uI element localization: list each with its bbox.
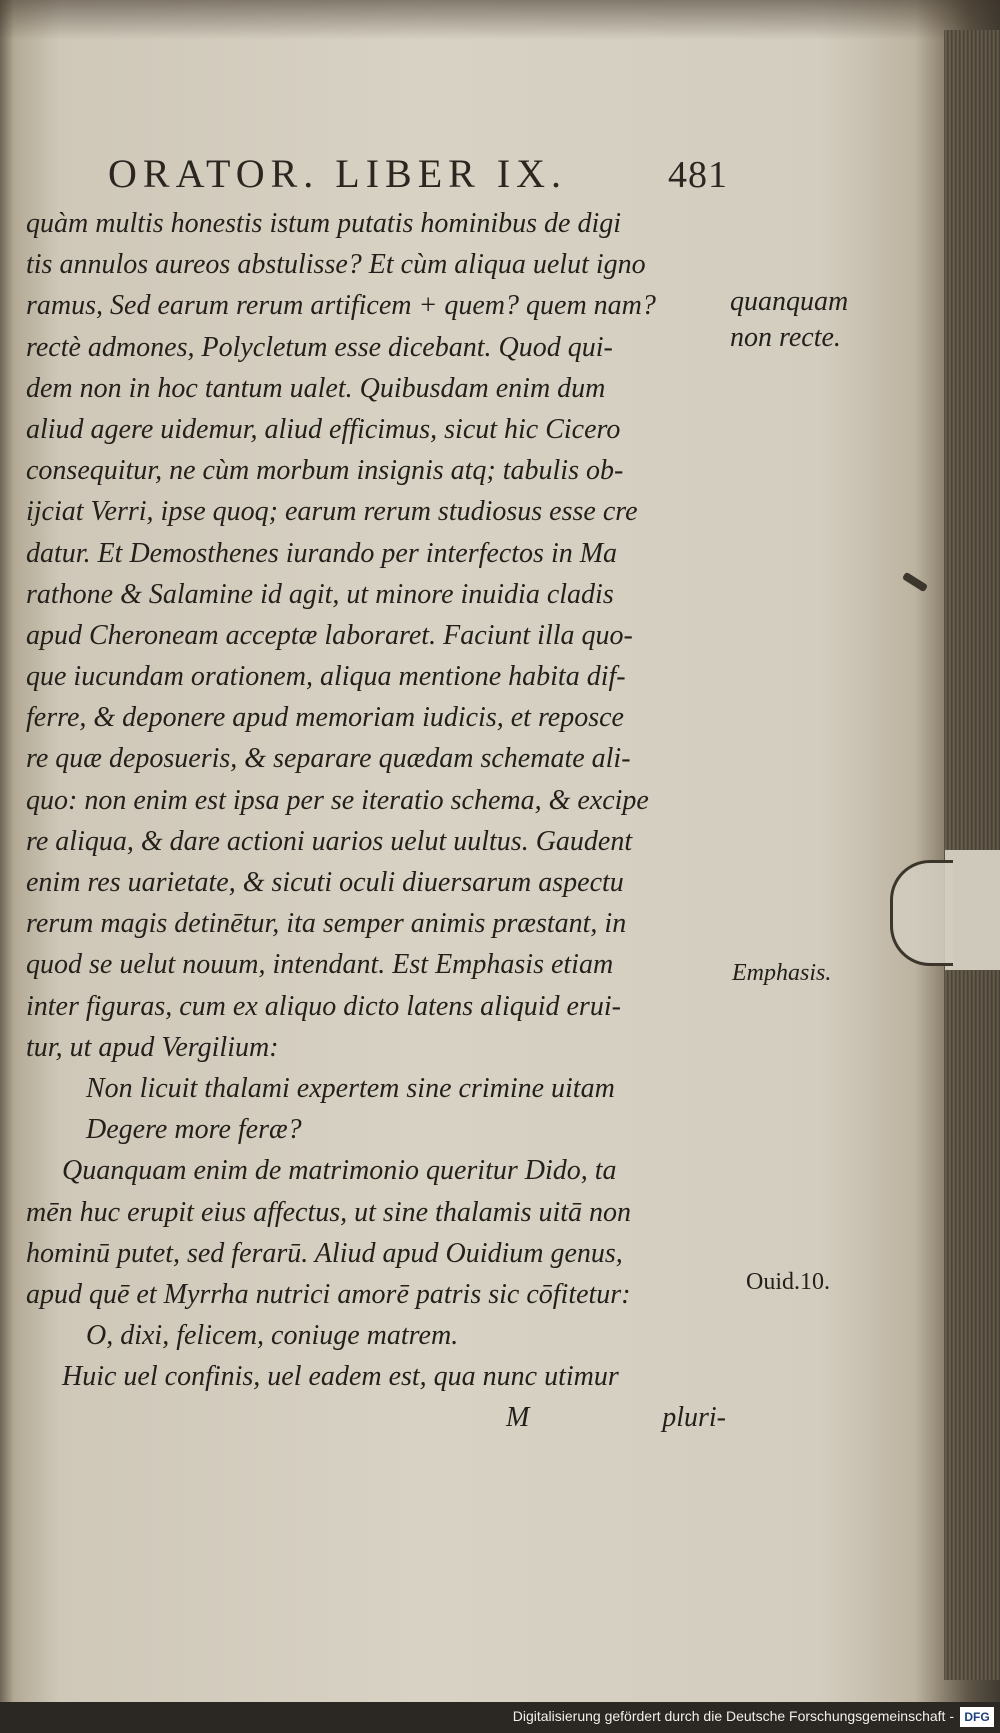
text-line: hominū putet, sed ferarū. Aliud apud Ouidium genus,: [26, 1237, 623, 1269]
text-line: enim res uarietate, & sicuti oculi diuersarum aspectu: [26, 867, 624, 898]
text-line: aliud agere uidemur, aliud efficimus, sicut hic Cicero: [26, 413, 621, 445]
page-top-shadow: [0, 0, 1000, 40]
marginal-note: [730, 284, 848, 356]
bookmark-tab-band: [945, 850, 1000, 970]
text-line: rathone & Salamine id agit, ut minore inuidia cladis: [26, 578, 614, 610]
running-head-title: ORATOR. LIBER IX.: [108, 151, 568, 196]
catchword: pluri-: [662, 1402, 726, 1434]
folio-number: 481: [668, 154, 728, 196]
text-line: apud Cheroneam acceptæ laboraret. Faciunt illa quo-: [26, 619, 633, 651]
text-line: ferre, & deponere apud memoriam iudicis, et reposce: [26, 702, 624, 734]
bookmark-tab: [890, 860, 953, 966]
text-line: quàm multis honestis istum putatis hominibus de digi: [26, 208, 622, 239]
text-line: datur. Et Demosthenes iurando per interfectos in Ma: [26, 537, 618, 569]
text-line: apud quē et Myrrha nutrici amorē patris sic cōfitetur:: [26, 1278, 631, 1310]
digitization-footer: [0, 1702, 1000, 1733]
text-line: consequitur, ne cùm morbum insignis atq; tabulis ob-: [26, 455, 624, 487]
marginal-note-ouid: Ouid.10.: [746, 1269, 830, 1295]
text-line: ijciat Verri, ipse quoq; earum rerum studiosus esse cre: [26, 496, 638, 528]
footer-credit: Digitalisierung gefördert durch die Deutsche Forschungsgemeinschaft -: [512, 1708, 954, 1724]
text-line: mēn huc erupit eius affectus, ut sine thalamis uitā non: [26, 1196, 632, 1228]
verse-line: Degere more feræ?: [86, 1114, 302, 1146]
text-line: ramus, Sed earum rerum artificem + quem? quem nam?: [26, 290, 656, 322]
ink-mark: [902, 572, 928, 593]
paragraph-line: Quanquam enim de matrimonio queritur Dido, ta: [62, 1155, 617, 1187]
paragraph-line: Huic uel confinis, uel eadem est, qua nunc utimur: [62, 1361, 619, 1393]
signature-line: [26, 1397, 726, 1438]
text-line: rerum magis detinētur, ita semper animis præstant, in: [26, 908, 627, 940]
text-line: tis annulos aureos abstulisse? Et cùm aliqua uelut igno: [26, 249, 646, 281]
marginal-note-emphasis: Emphasis.: [732, 960, 832, 986]
verse-line: Non licuit thalami expertem sine crimine uitam: [86, 1072, 615, 1104]
text-line: re quæ deposueris, & separare quædam schemate ali-: [26, 743, 631, 775]
marginal-note-line: non recte.: [730, 322, 841, 353]
text-line: re aliqua, & dare actioni uarios uelut uultus. Gaudent: [26, 825, 633, 857]
signature-mark: M: [506, 1402, 530, 1434]
verse-line: O, dixi, felicem, coniuge matrem.: [86, 1320, 459, 1352]
marginal-note-line: quanquam: [730, 286, 849, 317]
text-line: quo: non enim est ipsa per se iteratio schema, & excipe: [26, 784, 649, 816]
text-line: dem non in hoc tantum ualet. Quibusdam enim dum: [26, 372, 606, 404]
text-line: quod se uelut nouum, intendant. Est Emphasis etiam: [26, 949, 614, 981]
dfg-logo: DFG: [960, 1707, 994, 1727]
text-line: que iucundam orationem, aliqua mentione habita dif-: [26, 661, 626, 693]
text-line: rectè admones, Polycletum esse dicebant. Quod qui-: [26, 331, 613, 363]
running-head: [108, 150, 728, 197]
text-line: tur, ut apud Vergilium:: [26, 1031, 279, 1063]
text-line: inter figuras, cum ex aliquo dicto latens aliquid erui-: [26, 990, 621, 1022]
main-text-block: [26, 203, 726, 1439]
